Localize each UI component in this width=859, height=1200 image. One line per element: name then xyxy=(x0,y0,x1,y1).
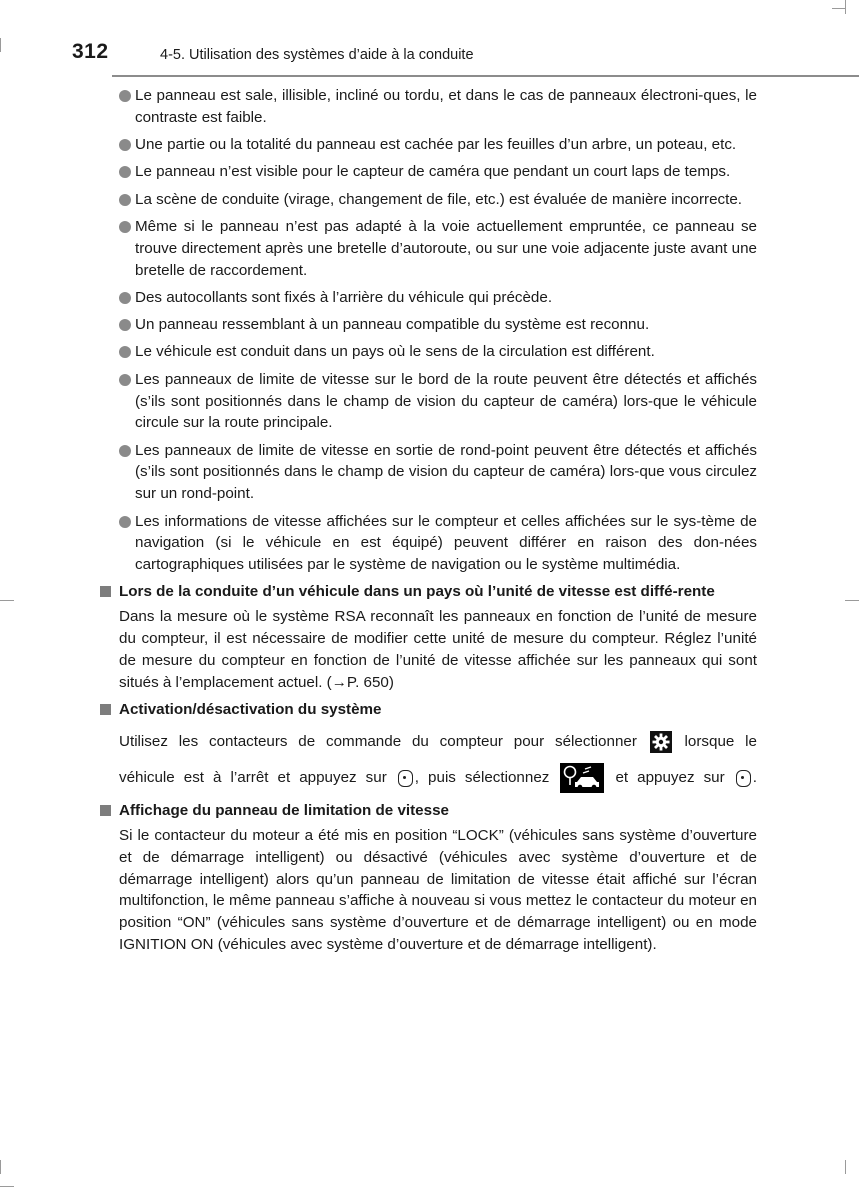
list-item-text: Un panneau ressemblant à un panneau compatible du système est reconnu. xyxy=(135,316,650,334)
section-title: 4-5. Utilisation des systèmes d’aide à la conduite xyxy=(160,47,474,63)
crop-mark xyxy=(845,1160,846,1174)
page-header xyxy=(0,38,859,78)
list-item-text: Le panneau n’est visible pour le capteur de caméra que pendant un court laps de temps. xyxy=(135,163,731,181)
list-item xyxy=(100,85,757,129)
list-item-text: Le véhicule est conduit dans un pays où le sens de la circulation est différent. xyxy=(135,343,655,361)
list-item xyxy=(100,369,757,434)
paragraph-display: Si le contacteur du moteur a été mis en position “LOCK” (véhicules sans système d’ouverture et de démarrage intelligent) ou désactivé (véhicules avec système d’ouverture et de démarrage intelligent) alors qu’un panneau de limitation de vitesse était affiché sur l’écran multifonction, le même panneau s’affiche à nouveau si vous mettez le contacteur du moteur en position “ON” (véhicules sans système d’ouverture et de démarrage intelligent) ou en mode IGNITION ON (véhicules avec système d’ouverture et de démarrage intelligent). xyxy=(119,827,757,953)
heading-display xyxy=(100,800,757,822)
page-content xyxy=(100,85,757,958)
list-item-text: Les panneaux de limite de vitesse en sortie de rond-point peuvent être détectés et affichés (s’ils sont positionnés dans le champ de vision du capteur de caméra) lors-que vous circulez sur un rond-point. xyxy=(135,441,757,503)
circle-bullet-icon xyxy=(119,90,131,102)
enter-button-icon xyxy=(736,770,751,787)
heading-unit xyxy=(100,581,757,603)
list-item-text: La scène de conduite (virage, changement de file, etc.) est évaluée de manière incorrecte. xyxy=(135,190,743,208)
circle-bullet-icon xyxy=(119,139,131,151)
list-item xyxy=(100,287,757,309)
crop-mark xyxy=(0,1186,14,1187)
activation-text: Utilisez les contacteurs de commande du compteur pour sélectionner xyxy=(119,733,637,751)
circle-bullet-icon xyxy=(119,445,131,457)
list-item xyxy=(100,440,757,505)
circle-bullet-icon xyxy=(119,221,131,233)
activation-line-1 xyxy=(100,724,757,760)
activation-text: . xyxy=(752,769,757,787)
crop-mark xyxy=(845,0,846,14)
circle-bullet-icon xyxy=(119,374,131,386)
paragraph-unit: Dans la mesure où le système RSA reconnaît les panneaux en fonction de l’unité de mesure du compteur, il est nécessaire de modifier cette unité de mesure du compteur. Réglez l’unité de mesure du compteur en fonction de l’unité de vitesse affichée sur les panneaux qui sont situés à l’emplacement actuel. (→P. 650) xyxy=(119,608,757,691)
crop-mark xyxy=(0,600,14,601)
activation-text: , puis sélectionnez xyxy=(414,769,550,787)
list-item-text: Même si le panneau n’est pas adapté à la voie actuellement empruntée, ce panneau se trouve directement après une bretelle d’autoroute, ou sur une voie adjacente juste avant une bretelle de raccordement. xyxy=(135,217,757,279)
heading-activation-text: Activation/désactivation du système xyxy=(119,701,382,719)
list-item-text: Les informations de vitesse affichées sur le compteur et celles affichées sur le sys-tème de navigation (si le véhicule en est équipé) peuvent différer en raison des don-nées cartographiques utilisées par le système de navigation ou le système multimédia. xyxy=(135,512,757,574)
enter-button-icon xyxy=(398,770,413,787)
gear-icon xyxy=(650,731,672,753)
activation-text: lorsque le xyxy=(684,733,757,751)
circle-bullet-icon xyxy=(119,292,131,304)
header-divider xyxy=(112,75,859,77)
crop-mark xyxy=(832,8,846,9)
list-item xyxy=(100,189,757,211)
car-sign-icon xyxy=(560,763,604,793)
crop-mark xyxy=(845,600,859,601)
list-item xyxy=(100,314,757,336)
square-marker-icon xyxy=(100,805,111,816)
activation-line-2 xyxy=(100,760,757,796)
list-item-text: Le panneau est sale, illisible, incliné ou tordu, et dans le cas de panneaux électroni-ques, le contraste est faible. xyxy=(135,87,757,126)
activation-text: et appuyez sur xyxy=(615,769,725,787)
list-item xyxy=(100,341,757,363)
list-item xyxy=(100,216,757,281)
circle-bullet-icon xyxy=(119,346,131,358)
heading-activation xyxy=(100,699,757,721)
list-item-text: Des autocollants sont fixés à l’arrière du véhicule qui précède. xyxy=(135,288,553,306)
circle-bullet-icon xyxy=(119,166,131,178)
activation-text: véhicule est à l’arrêt et appuyez sur xyxy=(119,769,387,787)
list-item xyxy=(100,161,757,183)
list-item xyxy=(100,134,757,156)
crop-mark xyxy=(0,1160,1,1174)
heading-unit-text: Lors de la conduite d’un véhicule dans un pays où l’unité de vitesse est diffé-rente xyxy=(119,583,715,601)
heading-display-text: Affichage du panneau de limitation de vitesse xyxy=(119,802,449,820)
list-item-text: Une partie ou la totalité du panneau est cachée par les feuilles d’un arbre, un poteau, etc. xyxy=(135,136,737,154)
page-number: 312 xyxy=(72,40,109,63)
circle-bullet-icon xyxy=(119,194,131,206)
list-item xyxy=(100,511,757,576)
square-marker-icon xyxy=(100,586,111,597)
circle-bullet-icon xyxy=(119,319,131,331)
list-item-text: Les panneaux de limite de vitesse sur le bord de la route peuvent être détectés et affichés (s’ils sont positionnés dans le champ de vision du capteur de caméra) lors-que le véhicule circule sur la route principale. xyxy=(135,370,757,432)
circle-bullet-icon xyxy=(119,516,131,528)
square-marker-icon xyxy=(100,704,111,715)
